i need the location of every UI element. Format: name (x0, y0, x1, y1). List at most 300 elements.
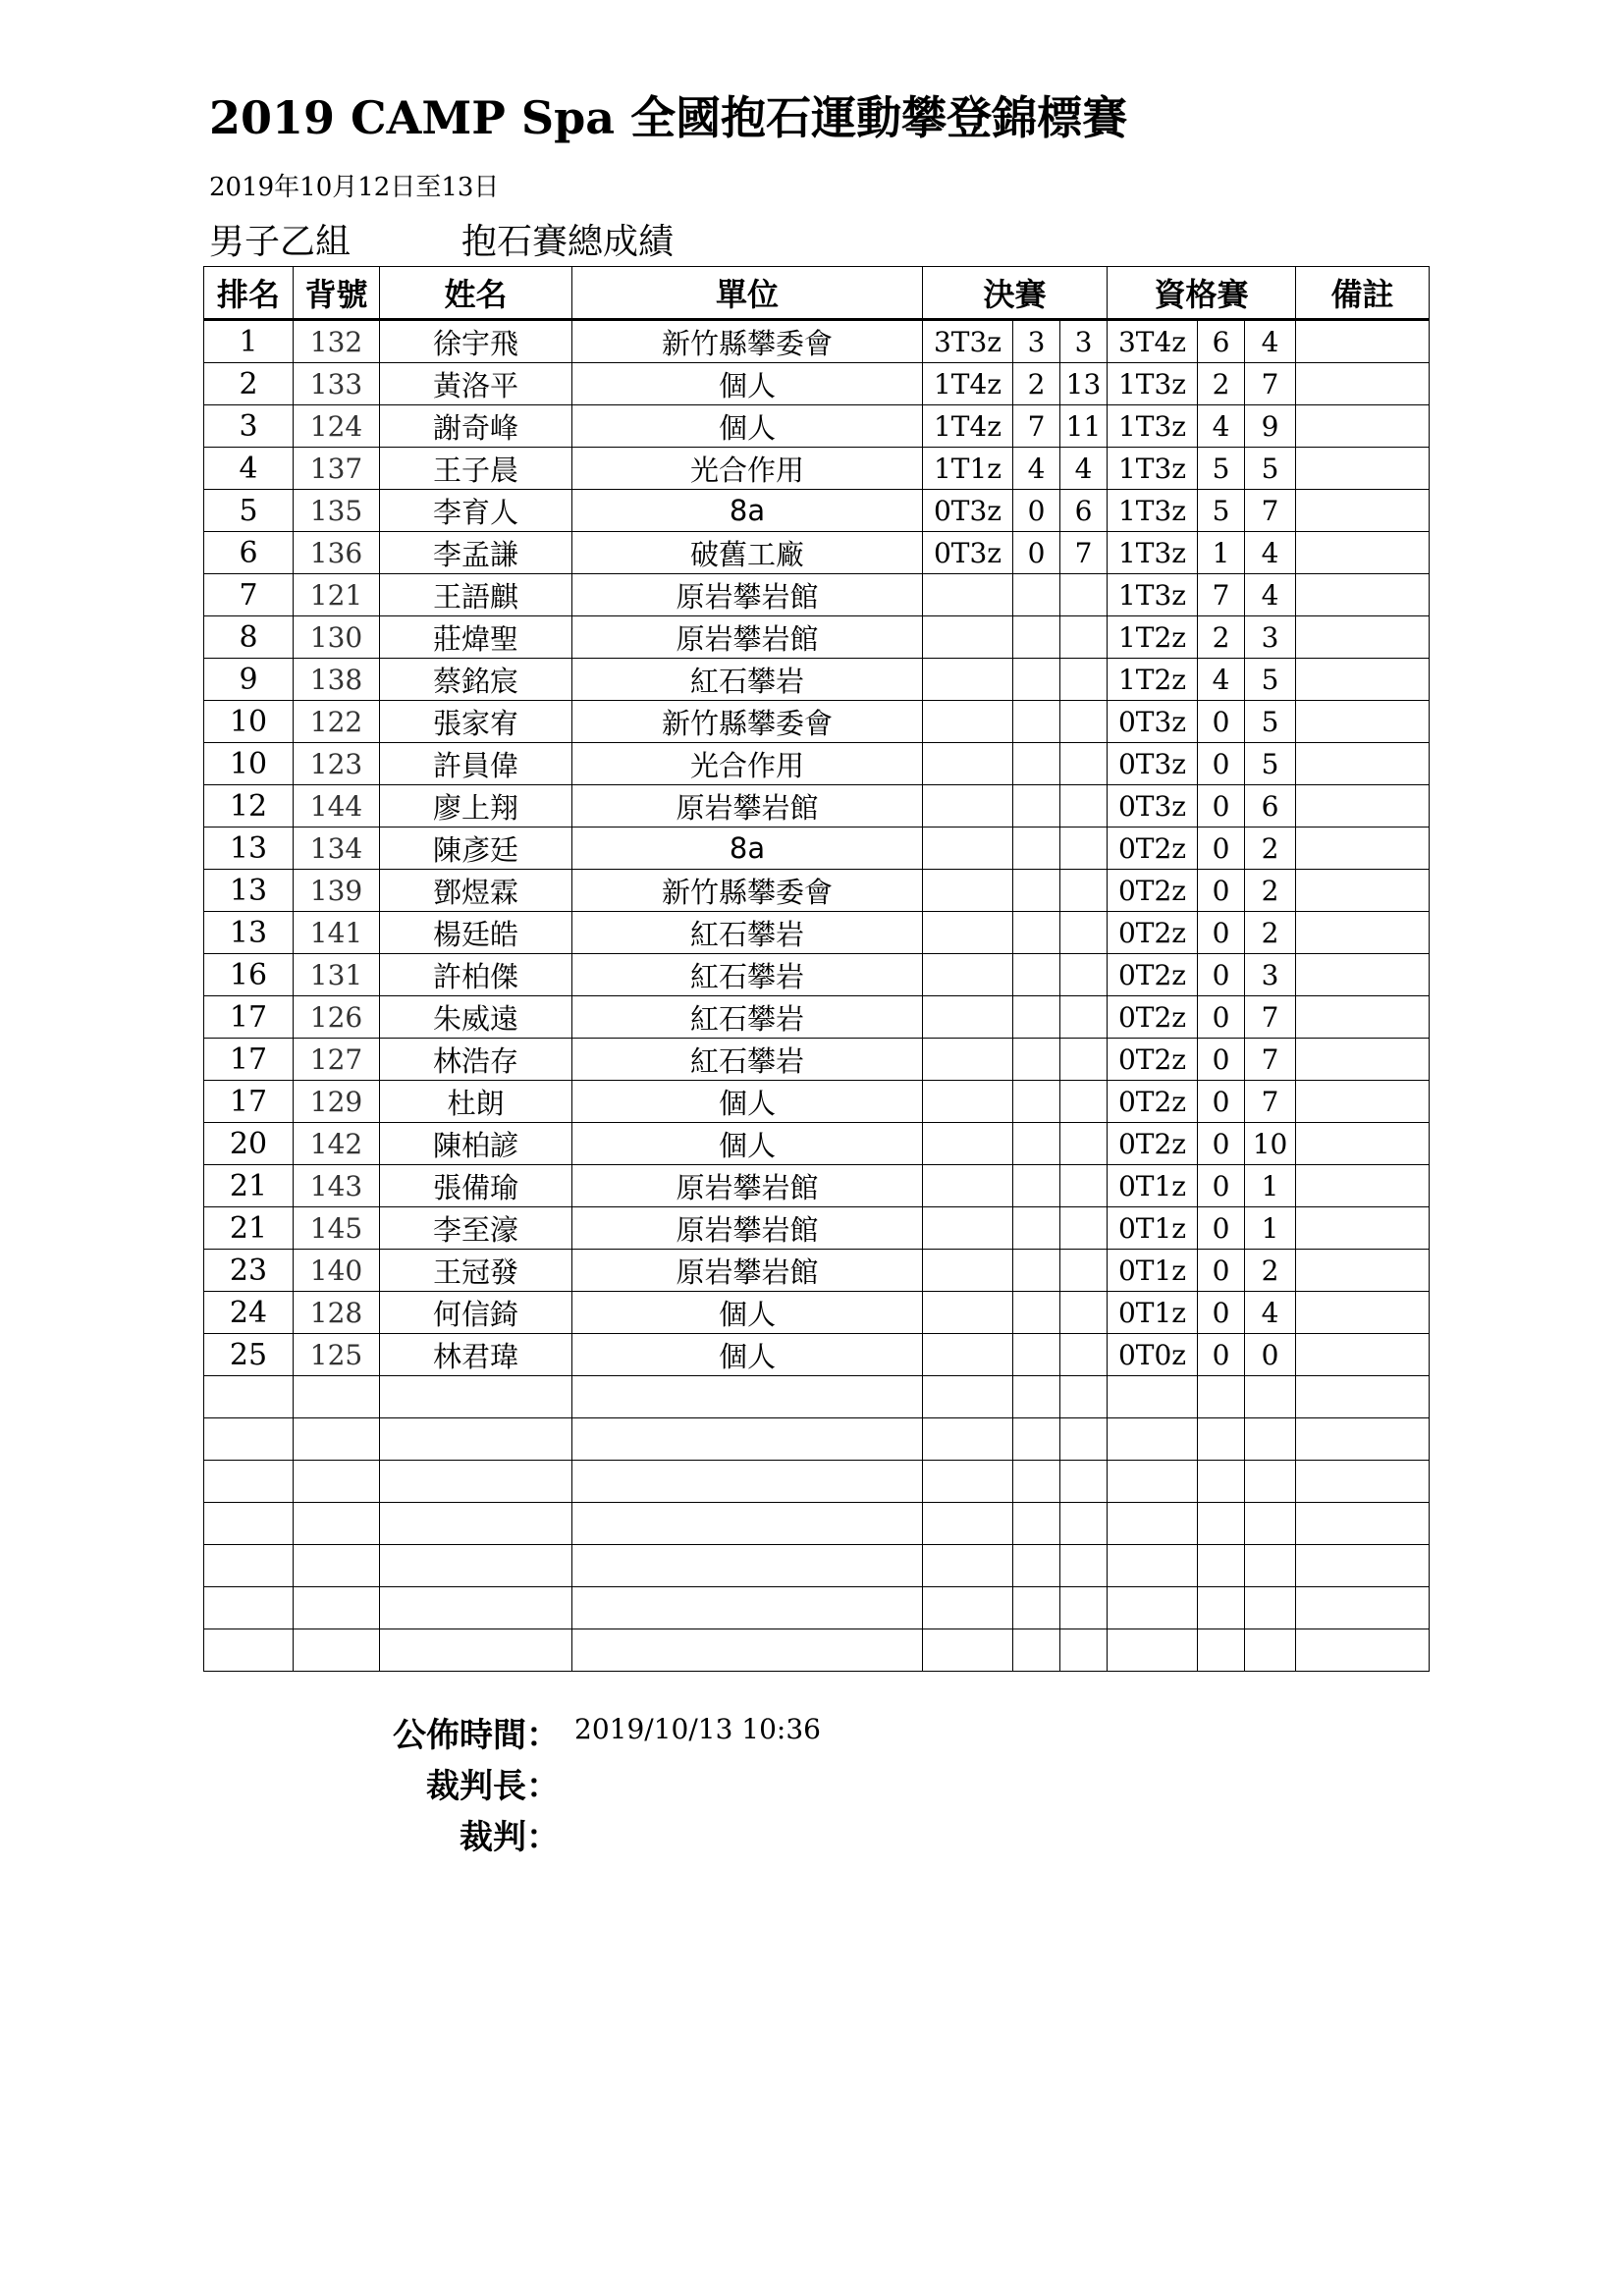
cell-qual-result: 0T2z (1108, 1123, 1198, 1165)
cell-bib: 140 (294, 1250, 380, 1292)
cell-final-result (923, 743, 1013, 785)
cell-bib: 133 (294, 363, 380, 405)
cell-qual-result: 3T4z (1108, 320, 1198, 363)
cell-note (1296, 405, 1430, 448)
table-row (204, 1165, 1430, 1207)
cell-qual-attempts-top: 0 (1198, 1123, 1245, 1165)
cell-final-result: 3T3z (923, 320, 1013, 363)
cell-unit: 個人 (572, 1123, 923, 1165)
empty-cell (380, 1545, 572, 1587)
cell-rank: 9 (204, 659, 294, 701)
cell-qual-result: 0T2z (1108, 912, 1198, 954)
empty-cell (1108, 1545, 1198, 1587)
header-rank: 排名 (204, 267, 294, 320)
empty-cell (204, 1545, 294, 1587)
cell-final-result (923, 954, 1013, 996)
cell-qual-attempts-zone: 2 (1245, 1250, 1296, 1292)
cell-qual-result: 0T1z (1108, 1250, 1198, 1292)
empty-cell (572, 1461, 923, 1503)
cell-unit: 個人 (572, 1334, 923, 1376)
cell-qual-attempts-zone: 4 (1245, 574, 1296, 616)
cell-final-attempts-zone (1060, 1207, 1108, 1250)
cell-qual-attempts-zone: 7 (1245, 996, 1296, 1039)
cell-name: 蔡銘宸 (380, 659, 572, 701)
cell-final-attempts-zone: 6 (1060, 490, 1108, 532)
empty-cell (380, 1629, 572, 1672)
cell-final-result (923, 912, 1013, 954)
cell-qual-attempts-zone: 9 (1245, 405, 1296, 448)
header-final: 決賽 (923, 267, 1108, 320)
empty-cell (1296, 1587, 1430, 1629)
cell-final-result (923, 996, 1013, 1039)
cell-qual-result: 0T2z (1108, 954, 1198, 996)
empty-cell (572, 1418, 923, 1461)
cell-final-attempts-zone: 13 (1060, 363, 1108, 405)
cell-final-attempts-top (1013, 1250, 1060, 1292)
cell-final-result (923, 1039, 1013, 1081)
cell-final-attempts-zone (1060, 1292, 1108, 1334)
empty-cell (204, 1587, 294, 1629)
cell-bib: 143 (294, 1165, 380, 1207)
event-label: 抱石賽總成績 (461, 222, 675, 262)
cell-qual-result: 0T2z (1108, 1039, 1198, 1081)
table-row (204, 870, 1430, 912)
cell-qual-result: 1T2z (1108, 659, 1198, 701)
cell-note (1296, 1165, 1430, 1207)
cell-final-attempts-top (1013, 954, 1060, 996)
cell-bib: 142 (294, 1123, 380, 1165)
cell-qual-attempts-top: 0 (1198, 1039, 1245, 1081)
cell-name: 王語麒 (380, 574, 572, 616)
cell-unit: 個人 (572, 363, 923, 405)
cell-qual-attempts-top: 0 (1198, 1165, 1245, 1207)
cell-bib: 135 (294, 490, 380, 532)
cell-name: 李育人 (380, 490, 572, 532)
cell-note (1296, 954, 1430, 996)
cell-qual-attempts-top: 0 (1198, 1207, 1245, 1250)
table-row (204, 701, 1430, 743)
cell-note (1296, 363, 1430, 405)
empty-cell (294, 1376, 380, 1418)
cell-rank: 8 (204, 616, 294, 659)
cell-bib: 137 (294, 448, 380, 490)
cell-qual-attempts-zone: 4 (1245, 532, 1296, 574)
cell-qual-attempts-top: 0 (1198, 785, 1245, 828)
empty-cell (1245, 1503, 1296, 1545)
blank-row (204, 1503, 1430, 1545)
cell-qual-attempts-zone: 0 (1245, 1334, 1296, 1376)
cell-final-result (923, 1292, 1013, 1334)
blank-row (204, 1418, 1430, 1461)
cell-rank: 21 (204, 1165, 294, 1207)
publish-time-value: 2019/10/13 10:36 (574, 1713, 821, 1745)
cell-qual-result: 0T2z (1108, 828, 1198, 870)
cell-rank: 3 (204, 405, 294, 448)
cell-note (1296, 1081, 1430, 1123)
cell-bib: 121 (294, 574, 380, 616)
cell-qual-result: 0T3z (1108, 701, 1198, 743)
cell-qual-result: 1T3z (1108, 363, 1198, 405)
cell-qual-attempts-zone: 5 (1245, 701, 1296, 743)
blank-row (204, 1376, 1430, 1418)
table-row (204, 912, 1430, 954)
table-header-row (204, 267, 1430, 320)
cell-rank: 10 (204, 743, 294, 785)
cell-unit: 原岩攀岩館 (572, 574, 923, 616)
cell-qual-attempts-top: 6 (1198, 320, 1245, 363)
empty-cell (204, 1503, 294, 1545)
cell-qual-attempts-zone: 3 (1245, 954, 1296, 996)
cell-note (1296, 996, 1430, 1039)
empty-cell (572, 1587, 923, 1629)
empty-cell (1245, 1545, 1296, 1587)
cell-final-attempts-top (1013, 1081, 1060, 1123)
cell-qual-attempts-zone: 4 (1245, 1292, 1296, 1334)
table-row (204, 1334, 1430, 1376)
cell-qual-attempts-zone: 2 (1245, 870, 1296, 912)
table-row (204, 405, 1430, 448)
cell-final-result: 0T3z (923, 532, 1013, 574)
cell-qual-result: 1T3z (1108, 574, 1198, 616)
cell-note (1296, 320, 1430, 363)
cell-qual-result: 0T1z (1108, 1292, 1198, 1334)
cell-qual-result: 0T3z (1108, 743, 1198, 785)
cell-qual-result: 1T3z (1108, 532, 1198, 574)
cell-unit: 原岩攀岩館 (572, 616, 923, 659)
cell-name: 林浩存 (380, 1039, 572, 1081)
empty-cell (1245, 1587, 1296, 1629)
cell-final-attempts-zone (1060, 616, 1108, 659)
empty-cell (294, 1629, 380, 1672)
cell-qual-result: 0T2z (1108, 1081, 1198, 1123)
empty-cell (1013, 1461, 1060, 1503)
event-date: 2019年10月12日至13日 (209, 173, 500, 202)
cell-bib: 131 (294, 954, 380, 996)
cell-qual-attempts-top: 4 (1198, 659, 1245, 701)
cell-final-attempts-zone (1060, 659, 1108, 701)
cell-name: 王子晨 (380, 448, 572, 490)
empty-cell (1198, 1461, 1245, 1503)
empty-cell (572, 1629, 923, 1672)
cell-final-result (923, 828, 1013, 870)
cell-unit: 紅石攀岩 (572, 659, 923, 701)
judge-label: 裁判： (460, 1818, 560, 1857)
cell-qual-result: 1T3z (1108, 405, 1198, 448)
cell-final-attempts-zone (1060, 743, 1108, 785)
cell-name: 黃洛平 (380, 363, 572, 405)
table-row (204, 1123, 1430, 1165)
cell-qual-result: 1T3z (1108, 490, 1198, 532)
table-row (204, 954, 1430, 996)
cell-final-attempts-zone: 3 (1060, 320, 1108, 363)
cell-bib: 129 (294, 1081, 380, 1123)
empty-cell (923, 1461, 1013, 1503)
cell-bib: 126 (294, 996, 380, 1039)
cell-qual-attempts-top: 2 (1198, 363, 1245, 405)
cell-qual-result: 0T2z (1108, 870, 1198, 912)
empty-cell (1013, 1418, 1060, 1461)
table-row (204, 1207, 1430, 1250)
cell-rank: 13 (204, 870, 294, 912)
cell-name: 謝奇峰 (380, 405, 572, 448)
cell-final-attempts-top (1013, 785, 1060, 828)
cell-bib: 124 (294, 405, 380, 448)
cell-final-attempts-top (1013, 1334, 1060, 1376)
cell-qual-attempts-zone: 6 (1245, 785, 1296, 828)
cell-bib: 122 (294, 701, 380, 743)
cell-unit: 光合作用 (572, 743, 923, 785)
results-table (203, 266, 1430, 1672)
cell-final-result: 0T3z (923, 490, 1013, 532)
empty-cell (1198, 1629, 1245, 1672)
cell-qual-attempts-zone: 1 (1245, 1165, 1296, 1207)
cell-final-attempts-top (1013, 912, 1060, 954)
cell-qual-attempts-top: 0 (1198, 996, 1245, 1039)
table-row (204, 490, 1430, 532)
cell-bib: 136 (294, 532, 380, 574)
empty-cell (1013, 1587, 1060, 1629)
cell-note (1296, 701, 1430, 743)
empty-cell (1245, 1629, 1296, 1672)
cell-final-attempts-zone (1060, 996, 1108, 1039)
cell-final-attempts-zone (1060, 1123, 1108, 1165)
cell-name: 陳柏諺 (380, 1123, 572, 1165)
table-row (204, 828, 1430, 870)
cell-final-attempts-top: 7 (1013, 405, 1060, 448)
cell-final-result (923, 1207, 1013, 1250)
cell-bib: 134 (294, 828, 380, 870)
cell-bib: 127 (294, 1039, 380, 1081)
cell-name: 張家宥 (380, 701, 572, 743)
empty-cell (1296, 1629, 1430, 1672)
cell-unit: 8a (572, 828, 923, 870)
empty-cell (380, 1461, 572, 1503)
cell-rank: 21 (204, 1207, 294, 1250)
table-row (204, 320, 1430, 363)
cell-bib: 141 (294, 912, 380, 954)
cell-final-attempts-top (1013, 574, 1060, 616)
cell-final-attempts-top: 2 (1013, 363, 1060, 405)
cell-unit: 紅石攀岩 (572, 954, 923, 996)
empty-cell (1108, 1418, 1198, 1461)
cell-name: 徐宇飛 (380, 320, 572, 363)
empty-cell (1060, 1587, 1108, 1629)
cell-bib: 145 (294, 1207, 380, 1250)
empty-cell (923, 1376, 1013, 1418)
cell-rank: 1 (204, 320, 294, 363)
empty-cell (1013, 1376, 1060, 1418)
cell-qual-attempts-top: 0 (1198, 1292, 1245, 1334)
cell-name: 李孟謙 (380, 532, 572, 574)
cell-rank: 12 (204, 785, 294, 828)
cell-qual-attempts-top: 0 (1198, 1250, 1245, 1292)
cell-qual-attempts-top: 0 (1198, 870, 1245, 912)
empty-cell (923, 1418, 1013, 1461)
cell-final-attempts-top (1013, 870, 1060, 912)
header-name: 姓名 (380, 267, 572, 320)
cell-name: 許員偉 (380, 743, 572, 785)
cell-note (1296, 1207, 1430, 1250)
cell-unit: 原岩攀岩館 (572, 1165, 923, 1207)
cell-qual-attempts-top: 2 (1198, 616, 1245, 659)
empty-cell (204, 1461, 294, 1503)
cell-name: 陳彥廷 (380, 828, 572, 870)
cell-note (1296, 912, 1430, 954)
cell-final-attempts-top: 4 (1013, 448, 1060, 490)
table-row (204, 1039, 1430, 1081)
cell-final-attempts-top: 0 (1013, 532, 1060, 574)
cell-note (1296, 448, 1430, 490)
cell-final-result (923, 659, 1013, 701)
cell-unit: 原岩攀岩館 (572, 1207, 923, 1250)
cell-qual-attempts-top: 5 (1198, 448, 1245, 490)
empty-cell (204, 1376, 294, 1418)
cell-name: 朱威遠 (380, 996, 572, 1039)
empty-cell (1245, 1376, 1296, 1418)
cell-final-attempts-zone: 7 (1060, 532, 1108, 574)
empty-cell (1198, 1587, 1245, 1629)
cell-final-attempts-zone (1060, 1081, 1108, 1123)
empty-cell (1108, 1629, 1198, 1672)
table-row (204, 532, 1430, 574)
empty-cell (294, 1587, 380, 1629)
blank-row (204, 1461, 1430, 1503)
cell-qual-attempts-top: 4 (1198, 405, 1245, 448)
cell-final-result (923, 616, 1013, 659)
blank-row (204, 1587, 1430, 1629)
cell-bib: 132 (294, 320, 380, 363)
empty-cell (1060, 1629, 1108, 1672)
cell-qual-attempts-top: 0 (1198, 701, 1245, 743)
cell-note (1296, 659, 1430, 701)
header-qualification: 資格賽 (1108, 267, 1296, 320)
cell-note (1296, 1123, 1430, 1165)
cell-qual-attempts-zone: 2 (1245, 912, 1296, 954)
cell-unit: 新竹縣攀委會 (572, 701, 923, 743)
cell-unit: 8a (572, 490, 923, 532)
empty-cell (294, 1418, 380, 1461)
cell-note (1296, 1250, 1430, 1292)
cell-qual-attempts-zone: 4 (1245, 320, 1296, 363)
cell-rank: 13 (204, 828, 294, 870)
cell-unit: 紅石攀岩 (572, 1039, 923, 1081)
cell-qual-attempts-top: 7 (1198, 574, 1245, 616)
cell-final-result (923, 1334, 1013, 1376)
empty-cell (1060, 1461, 1108, 1503)
cell-qual-attempts-zone: 7 (1245, 363, 1296, 405)
cell-note (1296, 532, 1430, 574)
cell-note (1296, 743, 1430, 785)
table-row (204, 743, 1430, 785)
cell-final-result (923, 701, 1013, 743)
cell-name: 杜朗 (380, 1081, 572, 1123)
cell-final-attempts-top: 3 (1013, 320, 1060, 363)
empty-cell (1296, 1503, 1430, 1545)
cell-qual-result: 0T1z (1108, 1207, 1198, 1250)
cell-bib: 138 (294, 659, 380, 701)
cell-final-attempts-top (1013, 996, 1060, 1039)
cell-qual-attempts-top: 0 (1198, 1334, 1245, 1376)
results-body (204, 320, 1430, 1672)
empty-cell (923, 1587, 1013, 1629)
cell-name: 王冠發 (380, 1250, 572, 1292)
cell-final-attempts-top (1013, 1123, 1060, 1165)
cell-final-result: 1T1z (923, 448, 1013, 490)
empty-cell (1060, 1376, 1108, 1418)
cell-rank: 20 (204, 1123, 294, 1165)
cell-final-result (923, 1123, 1013, 1165)
cell-final-attempts-zone (1060, 1039, 1108, 1081)
cell-final-result (923, 1250, 1013, 1292)
cell-qual-attempts-zone: 2 (1245, 828, 1296, 870)
cell-rank: 23 (204, 1250, 294, 1292)
cell-rank: 16 (204, 954, 294, 996)
cell-qual-attempts-zone: 5 (1245, 448, 1296, 490)
table-row (204, 1292, 1430, 1334)
cell-final-attempts-zone (1060, 954, 1108, 996)
cell-final-attempts-zone (1060, 574, 1108, 616)
cell-bib: 123 (294, 743, 380, 785)
empty-cell (1108, 1503, 1198, 1545)
empty-cell (1198, 1503, 1245, 1545)
cell-rank: 25 (204, 1334, 294, 1376)
publish-time-label: 公佈時間： (393, 1716, 560, 1755)
cell-qual-attempts-zone: 1 (1245, 1207, 1296, 1250)
cell-bib: 144 (294, 785, 380, 828)
cell-name: 張備瑜 (380, 1165, 572, 1207)
cell-final-attempts-zone (1060, 701, 1108, 743)
cell-final-attempts-top: 0 (1013, 490, 1060, 532)
cell-bib: 125 (294, 1334, 380, 1376)
cell-qual-result: 1T3z (1108, 448, 1198, 490)
cell-bib: 128 (294, 1292, 380, 1334)
cell-unit: 新竹縣攀委會 (572, 870, 923, 912)
empty-cell (1108, 1587, 1198, 1629)
cell-rank: 17 (204, 1039, 294, 1081)
empty-cell (294, 1461, 380, 1503)
empty-cell (380, 1587, 572, 1629)
cell-final-attempts-zone (1060, 1334, 1108, 1376)
table-row (204, 1081, 1430, 1123)
empty-cell (923, 1503, 1013, 1545)
empty-cell (923, 1545, 1013, 1587)
empty-cell (1296, 1418, 1430, 1461)
cell-rank: 7 (204, 574, 294, 616)
cell-name: 廖上翔 (380, 785, 572, 828)
cell-qual-attempts-top: 0 (1198, 912, 1245, 954)
cell-qual-attempts-zone: 7 (1245, 1081, 1296, 1123)
cell-qual-attempts-top: 5 (1198, 490, 1245, 532)
header-bib: 背號 (294, 267, 380, 320)
empty-cell (380, 1418, 572, 1461)
cell-note (1296, 574, 1430, 616)
cell-rank: 17 (204, 996, 294, 1039)
cell-final-result (923, 1081, 1013, 1123)
table-row (204, 574, 1430, 616)
cell-bib: 139 (294, 870, 380, 912)
empty-cell (572, 1503, 923, 1545)
empty-cell (204, 1629, 294, 1672)
empty-cell (1296, 1461, 1430, 1503)
cell-qual-result: 1T2z (1108, 616, 1198, 659)
cell-final-result: 1T4z (923, 363, 1013, 405)
cell-qual-result: 0T0z (1108, 1334, 1198, 1376)
cell-qual-result: 0T1z (1108, 1165, 1198, 1207)
cell-qual-attempts-top: 1 (1198, 532, 1245, 574)
cell-final-attempts-zone (1060, 912, 1108, 954)
table-row (204, 996, 1430, 1039)
cell-qual-attempts-zone: 3 (1245, 616, 1296, 659)
